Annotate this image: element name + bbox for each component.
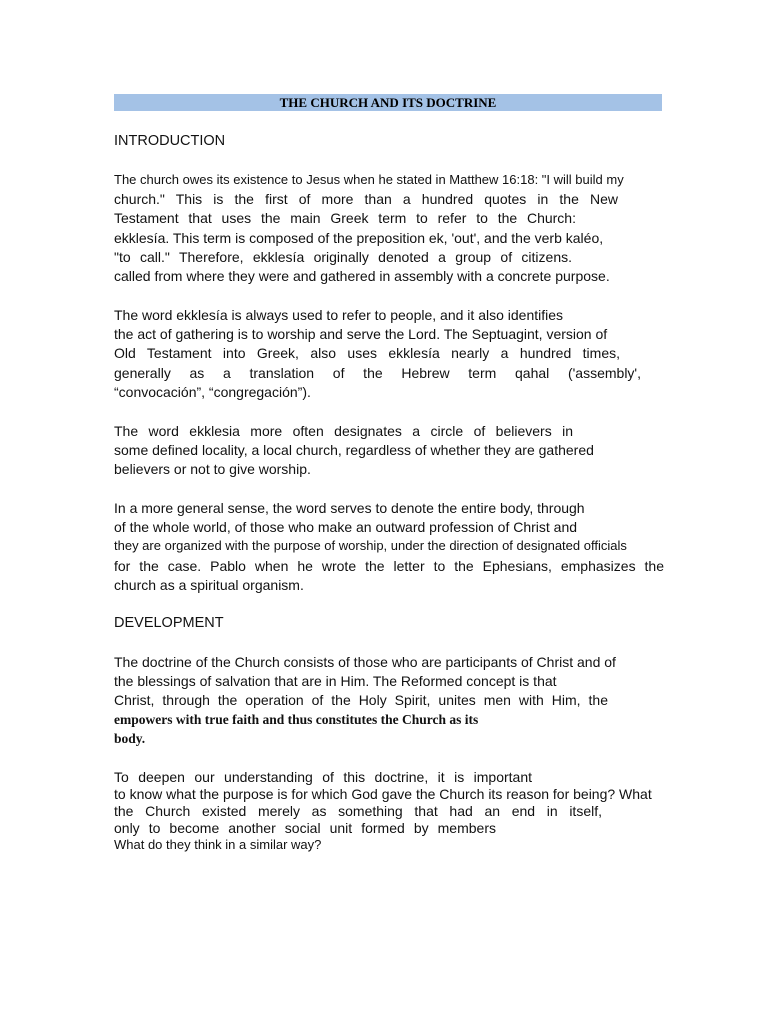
introduction-heading: INTRODUCTION	[114, 133, 226, 149]
paragraph-line: church." This is the first of more than a hundred quotes in the New	[114, 191, 618, 207]
paragraph-line: “convocación”, “congregación”).	[114, 384, 311, 400]
development-heading: DEVELOPMENT	[114, 615, 224, 631]
paragraph-line: some defined locality, a local church, regardless of whether they are gathered	[114, 442, 594, 458]
paragraph-line: empowers with true faith and thus constitutes the Church as its	[114, 712, 479, 727]
paragraph-line: The word ekklesia more often designates a circle of believers in	[114, 423, 573, 439]
paragraph-line: body.	[114, 731, 146, 746]
paragraph-line: called from where they were and gathered in assembly with a concrete purpose.	[114, 268, 610, 284]
paragraph-line: To deepen our understanding of this doctrine, it is important	[114, 769, 532, 785]
paragraph-line: ekklesía. This term is composed of the preposition ek, 'out', and the verb kaléo,	[114, 230, 604, 246]
paragraph-line: the blessings of salvation that are in Him. The Reformed concept is that	[114, 673, 557, 689]
paragraph-line: generally as a translation of the Hebrew term qahal ('assembly',	[114, 365, 641, 381]
paragraph-line: What do they think in a similar way?	[114, 837, 322, 852]
paragraph-line: church as a spiritual organism.	[114, 577, 304, 593]
paragraph-line: The word ekklesía is always used to refer to people, and it also identifies	[114, 307, 564, 323]
paragraph-line: to know what the purpose is for which God gave the Church its reason for being? What	[114, 786, 652, 802]
paragraph-line: of the whole world, of those who make an outward profession of Christ and	[114, 519, 578, 535]
paragraph-line: they are organized with the purpose of worship, under the direction of designated officials	[114, 538, 627, 553]
paragraph-line: Christ, through the operation of the Holy Spirit, unites men with Him, the	[114, 692, 608, 708]
paragraph-line: believers or not to give worship.	[114, 461, 311, 477]
paragraph-line: only to become another social unit formed by members	[114, 820, 496, 836]
paragraph-line: for the case. Pablo when he wrote the letter to the Ephesians, emphasizes the	[114, 558, 664, 574]
paragraph-line: the Church existed merely as something that had an end in itself,	[114, 803, 602, 819]
paragraph-line: The church owes its existence to Jesus when he stated in Matthew 16:18: "I will build my	[114, 172, 624, 187]
paragraph-line: In a more general sense, the word serves to denote the entire body, through	[114, 500, 585, 516]
paragraph-line: "to call." Therefore, ekklesía originally denoted a group of citizens.	[114, 249, 572, 265]
paragraph-line: Old Testament into Greek, also uses ekklesía nearly a hundred times,	[114, 345, 620, 361]
document-title: THE CHURCH AND ITS DOCTRINE	[114, 94, 662, 111]
paragraph-line: The doctrine of the Church consists of those who are participants of Christ and of	[114, 654, 616, 670]
paragraph-line: the act of gathering is to worship and serve the Lord. The Septuagint, version of	[114, 326, 608, 342]
paragraph-line: Testament that uses the main Greek term to refer to the Church:	[114, 210, 576, 226]
